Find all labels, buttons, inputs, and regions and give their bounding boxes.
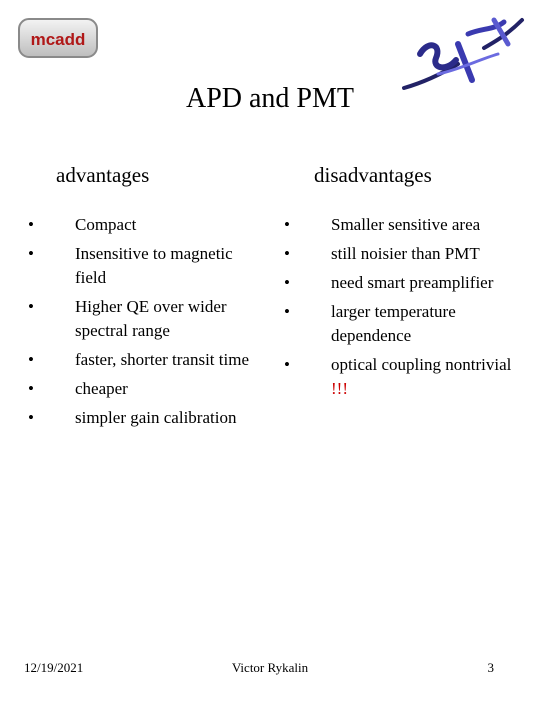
list-item-text: need smart preamplifier: [331, 273, 494, 292]
list-item-text: larger temperature dependence: [331, 302, 456, 345]
bullet-icon: •: [28, 379, 34, 398]
list-item-text: Higher QE over wider spectral range: [75, 297, 227, 340]
bullet-icon: •: [28, 408, 34, 427]
emphasis-marks: !!!: [331, 379, 348, 398]
list-item-text: faster, shorter transit time: [75, 350, 249, 369]
bullet-icon: •: [28, 215, 34, 234]
list-item-text: cheaper: [75, 379, 128, 398]
list-item-text: optical coupling nontrivial: [331, 355, 512, 374]
bullet-icon: •: [284, 302, 290, 321]
list-item: [284, 353, 520, 401]
advantages-heading: advantages: [56, 163, 150, 187]
list-item: [284, 242, 520, 266]
bullet-icon: •: [28, 297, 34, 316]
disadvantages-heading: disadvantages: [314, 163, 432, 187]
list-item-text: Compact: [75, 215, 137, 234]
bullet-icon: •: [284, 355, 290, 374]
list-item-text: Insensitive to magnetic field: [75, 244, 233, 287]
list-item: [28, 213, 260, 237]
bullet-icon: •: [28, 244, 34, 263]
advantages-list: [28, 213, 260, 435]
list-item-text: still noisier than PMT: [331, 244, 480, 263]
list-item-text: Smaller sensitive area: [331, 215, 481, 234]
list-item: [28, 348, 260, 372]
list-item: [28, 406, 260, 430]
list-item: [28, 377, 260, 401]
bullet-icon: •: [284, 215, 290, 234]
disadvantages-list: [284, 213, 520, 406]
footer-author: Victor Rykalin: [231, 660, 309, 675]
list-item: [28, 295, 260, 343]
bullet-icon: •: [284, 273, 290, 292]
list-item: [284, 300, 520, 348]
mcadd-logo: [18, 18, 98, 58]
list-item: [284, 271, 520, 295]
footer-date: 12/19/2021: [24, 660, 84, 675]
bullet-icon: •: [28, 350, 34, 369]
list-item: [28, 242, 260, 290]
bullet-icon: •: [284, 244, 290, 263]
list-item-text: simpler gain calibration: [75, 408, 237, 427]
logo-text: mcadd: [30, 30, 86, 49]
list-item: [284, 213, 520, 237]
slide-title: APD and PMT: [185, 83, 354, 114]
page-number: 3: [487, 660, 494, 675]
